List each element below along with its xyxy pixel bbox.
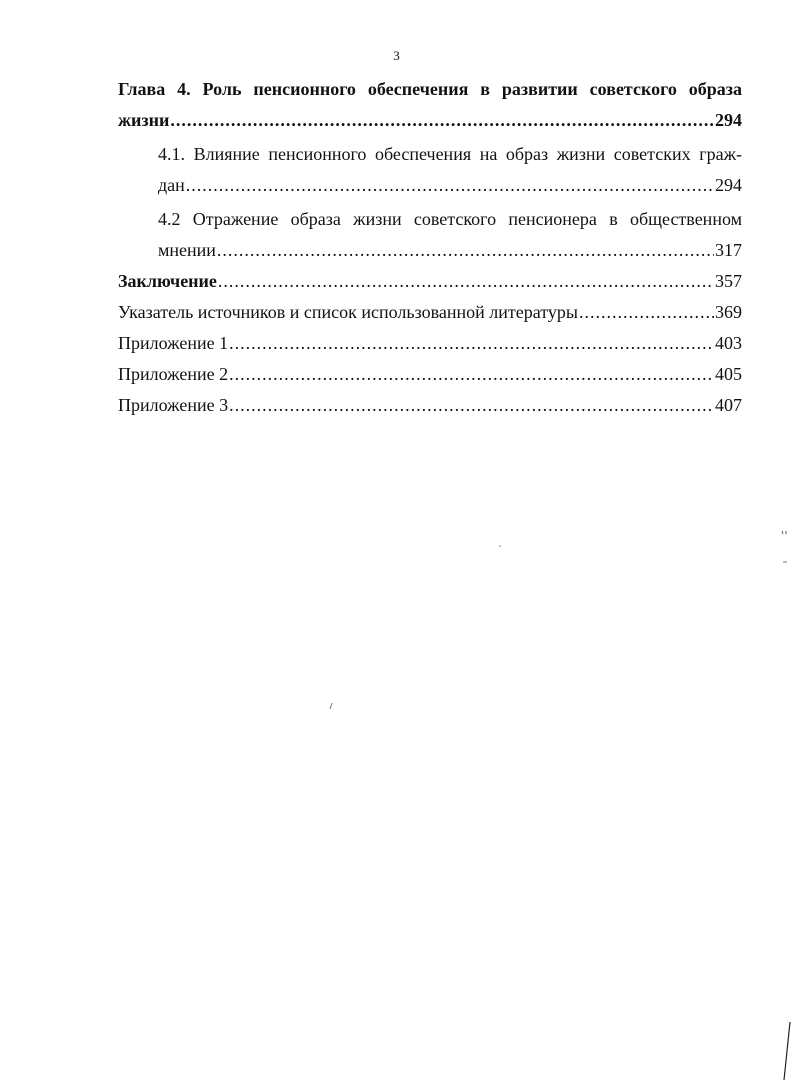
appendix-2-title: Приложение 2 <box>118 364 229 384</box>
chapter-4-page: 294 <box>715 110 742 130</box>
section-4-1-title-line-2: дан <box>158 175 185 195</box>
chapter-4-title-line-1: Глава 4. Роль пенсионного обеспечения в развитии советского образа <box>118 79 742 99</box>
appendix-3-title: Приложение 3 <box>118 395 229 415</box>
appendix-3-entry[interactable] <box>118 390 742 421</box>
section-4-1-title-line-1: 4.1. Влияние пенсионного обеспечения на образ жизни советских граж- <box>158 144 742 164</box>
dot-leader <box>229 328 714 359</box>
section-4-2-title-line-1: 4.2 Отражение образа жизни советского пенсионера в общественном <box>158 209 742 229</box>
dot-leader <box>229 390 714 421</box>
dot-leader <box>170 105 714 136</box>
sources-page: 369 <box>715 302 742 322</box>
section-4-2-entry[interactable] <box>118 235 742 266</box>
scan-speck <box>328 702 334 710</box>
chapter-4-title-line-2: жизни <box>118 110 170 130</box>
appendix-1-entry[interactable] <box>118 328 742 359</box>
appendix-1-title: Приложение 1 <box>118 333 229 353</box>
table-of-contents <box>118 74 742 421</box>
chapter-4-entry[interactable] <box>118 105 742 136</box>
page-number: 3 <box>393 48 400 63</box>
sources-entry[interactable] <box>118 297 742 328</box>
conclusion-entry[interactable] <box>118 266 742 297</box>
conclusion-page: 357 <box>715 271 742 291</box>
scan-edge-line <box>780 1020 792 1082</box>
section-4-1-page: 294 <box>715 175 742 195</box>
conclusion-title: Заключение <box>118 271 217 291</box>
scan-speck <box>498 544 502 548</box>
dot-leader <box>579 297 714 328</box>
appendix-2-page: 405 <box>715 364 742 384</box>
dot-leader <box>217 235 714 266</box>
scan-speck <box>780 528 790 568</box>
dot-leader <box>218 266 714 297</box>
section-4-2-page: 317 <box>715 240 742 260</box>
section-4-2-title-line-2: мнении <box>158 240 216 260</box>
sources-title: Указатель источников и список использованной литературы <box>118 302 578 322</box>
appendix-1-page: 403 <box>715 333 742 353</box>
dot-leader <box>229 359 714 390</box>
section-4-1-entry[interactable] <box>118 170 742 201</box>
appendix-2-entry[interactable] <box>118 359 742 390</box>
appendix-3-page: 407 <box>715 395 742 415</box>
dot-leader <box>186 170 714 201</box>
